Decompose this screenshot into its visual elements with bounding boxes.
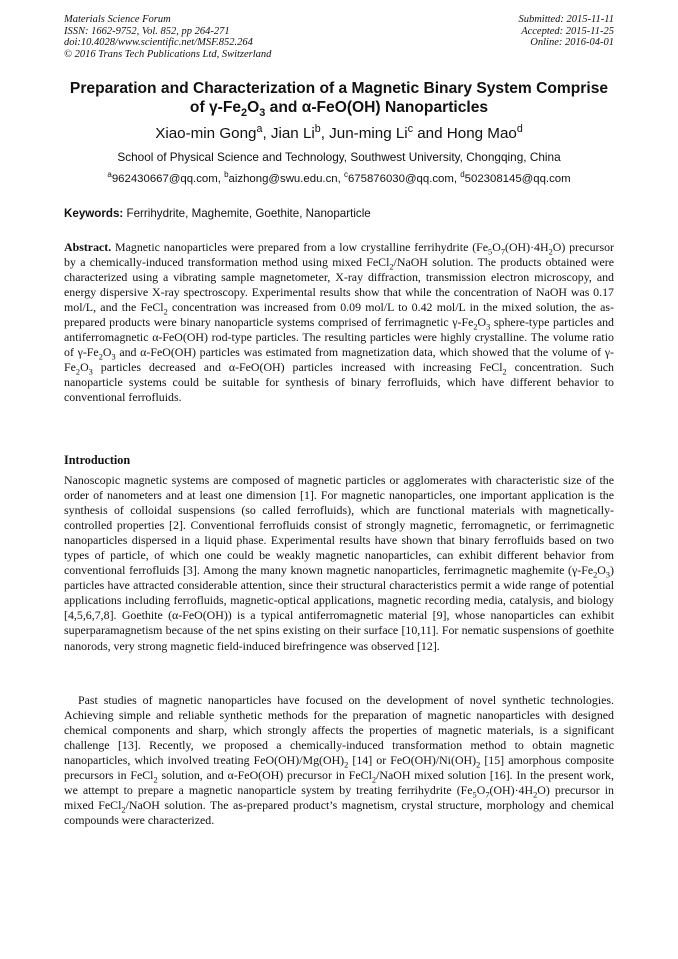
email[interactable]: $^d$502308145@qq.com (460, 170, 571, 185)
submission-dates (518, 14, 614, 49)
date-submitted: Submitted: 2015-11-11 (518, 14, 614, 25)
section-heading-introduction: Introduction (64, 453, 131, 467)
author: Jian Li$^b$ (270, 122, 321, 142)
title-line-1: Preparation and Characterization of a Magnetic Binary System Comprise (69, 80, 609, 97)
author-list: Xiao-min Gong$^a$, Jian Li$^b$, Jun-ming Li$^c$ and Hong Mao$^d$ (155, 122, 523, 142)
date-accepted: Accepted: 2015-11-25 (521, 25, 614, 37)
journal-name: Materials Science Forum (64, 14, 171, 25)
paper-title (44, 80, 634, 117)
author: Hong Mao$^d$ (446, 122, 523, 142)
keywords-text: Ferrihydrite, Maghemite, Goethite, Nanoparticle (123, 207, 371, 220)
intro-paragraph-1: Nanoscopic magnetic systems are composed of magnetic particles or agglomerates with characteristic size of the order of nanometers and at least one dimension [1]. For magnetic nanoparticles, one important application is the synthesis of colloidal suspensions (so called ferrofluids), which are functional materials with magnetically-controlled properties [2]. Conventional ferrofluids consist of strongly magnetic, ferromagnetic, or ferrimagnetic nanoparticles dispersed in a liquid phase. Experimental results have shown that binary ferrofluids based on two types of particle, of which one could be weakly magnetic nanoparticles, can exhibit different behavior from conventional ferrofluids [3]. Among the many known magnetic nanoparticles, ferrimagnetic maghemite $(\gamma-Fe_2O_3)$ particles have attracted considerable attention, since their structural characteristics permit a wide range of potential applications including ferrofluids, magnetic-optical applications, magnetic recording media, catalysis, and biology [4,5,6,7,8]. Goethite (α-FeO(OH)) is a typical antiferromagnetic material [9], whose nanoparticles can exhibit superparamagnetism because of the net spins existing on their surface [10,11]. For nematic suspensions of goethite nanorods, very strong magnetic field-induced birefringence was observed [12]. (64, 473, 614, 653)
journal-copyright: © 2016 Trans Tech Publications Ltd, Switzerland (64, 48, 272, 60)
intro-paragraph-2: Past studies of magnetic nanoparticles have focused on the development of novel synthetic technologies. Achieving simple and reliable synthetic methods for the preparation of magnetic nanoparticles with designed chemical components and sharp, which strongly affects the properties of magnetic materials, is a significant challenge [13]. Recently, we proposed a chemically-induced transformation method to obtain magnetic nanoparticles, which involved treating $FeO(OH)/Mg(OH)_2$ [14] or $FeO(OH)/Ni(OH)_2$ [15] amorphous composite precursors in FeCl$_2$ solution, and α-FeO(OH) precursor in FeCl$_2$/NaOH mixed solution [16]. In the present work, we attempt to prepare a magnetic nanoparticle system by treating ferrihydrite $(Fe_5O_7(OH)\cdot 4H_2O)$ precursor in mixed FeCl$_2$/NaOH solution. The as-prepared product’s magnetism, crystal structure, morphology and chemical compounds were characterized. (64, 693, 614, 828)
email[interactable]: $^b$aizhong@swu.edu.cn (224, 170, 338, 185)
journal-doi: doi:10.4028/www.scientific.net/MSF.852.264 (64, 37, 253, 49)
abstract (64, 240, 614, 406)
abstract-label: Abstract. (64, 240, 112, 254)
keywords (64, 207, 616, 221)
email[interactable]: $^a$962430667@qq.com (107, 170, 218, 185)
email-list: $^a$962430667@qq.com, $^b$aizhong@swu.edu.cn, $^c$675876030@qq.com, $^d$502308145@qq.com (107, 170, 571, 185)
abstract-body: Magnetic nanoparticles were prepared from a low crystalline ferrihydrite $(Fe_5O_7(OH)\cdot 4H_2O)$ precursor by a chemically-induced transformation method using mixed FeCl$_2$/NaOH solution. The products obtained were characterized using a vibrating sample magnetometer, X-ray diffraction, transmission electron microscopy, and energy dispersive X-ray spectroscopy. Experimental results show that while the concentration of NaOH was 0.17 mol/L, and the FeCl$_2$ concentration was increased from 0.09 mol/L to 0.42 mol/L in the mixed solution, the as-prepared products were binary nanoparticle systems comprised of ferrimagnetic $\gamma-Fe_2O_3$ sphere-type particles and antiferromagnetic α-FeO(OH) rod-type particles. The resulting particles were highly crystalline. The volume ratio of $\gamma-Fe_2O_3$ and α-FeO(OH) particles was estimated from magnetization data, which showed that the volume of $\gamma-Fe_2O_3$ particles decreased and α-FeO(OH) particles increased with increasing FeCl$_2$ concentration. Such nanoparticle systems could be suitable for synthesis of binary ferrofluids, which have different behavior to conventional ferrofluids. (64, 240, 615, 405)
author: Jun-ming Li$^c$ (329, 122, 413, 142)
affiliation: School of Physical Science and Technology, Southwest University, Chongqing, China (117, 150, 561, 164)
journal-info (64, 14, 271, 60)
email[interactable]: $^c$675876030@qq.com (343, 170, 454, 185)
author: Xiao-min Gong$^a$ (155, 122, 263, 142)
keywords-label: Keywords: (64, 207, 124, 220)
date-online: Online: 2016-04-01 (530, 37, 614, 49)
journal-issn: ISSN: 1662-9752, Vol. 852, pp 264-271 (64, 25, 230, 37)
title-line-2: of $\gamma-Fe_2O_3$ and α-FeO(OH) Nanoparticles (189, 98, 489, 119)
